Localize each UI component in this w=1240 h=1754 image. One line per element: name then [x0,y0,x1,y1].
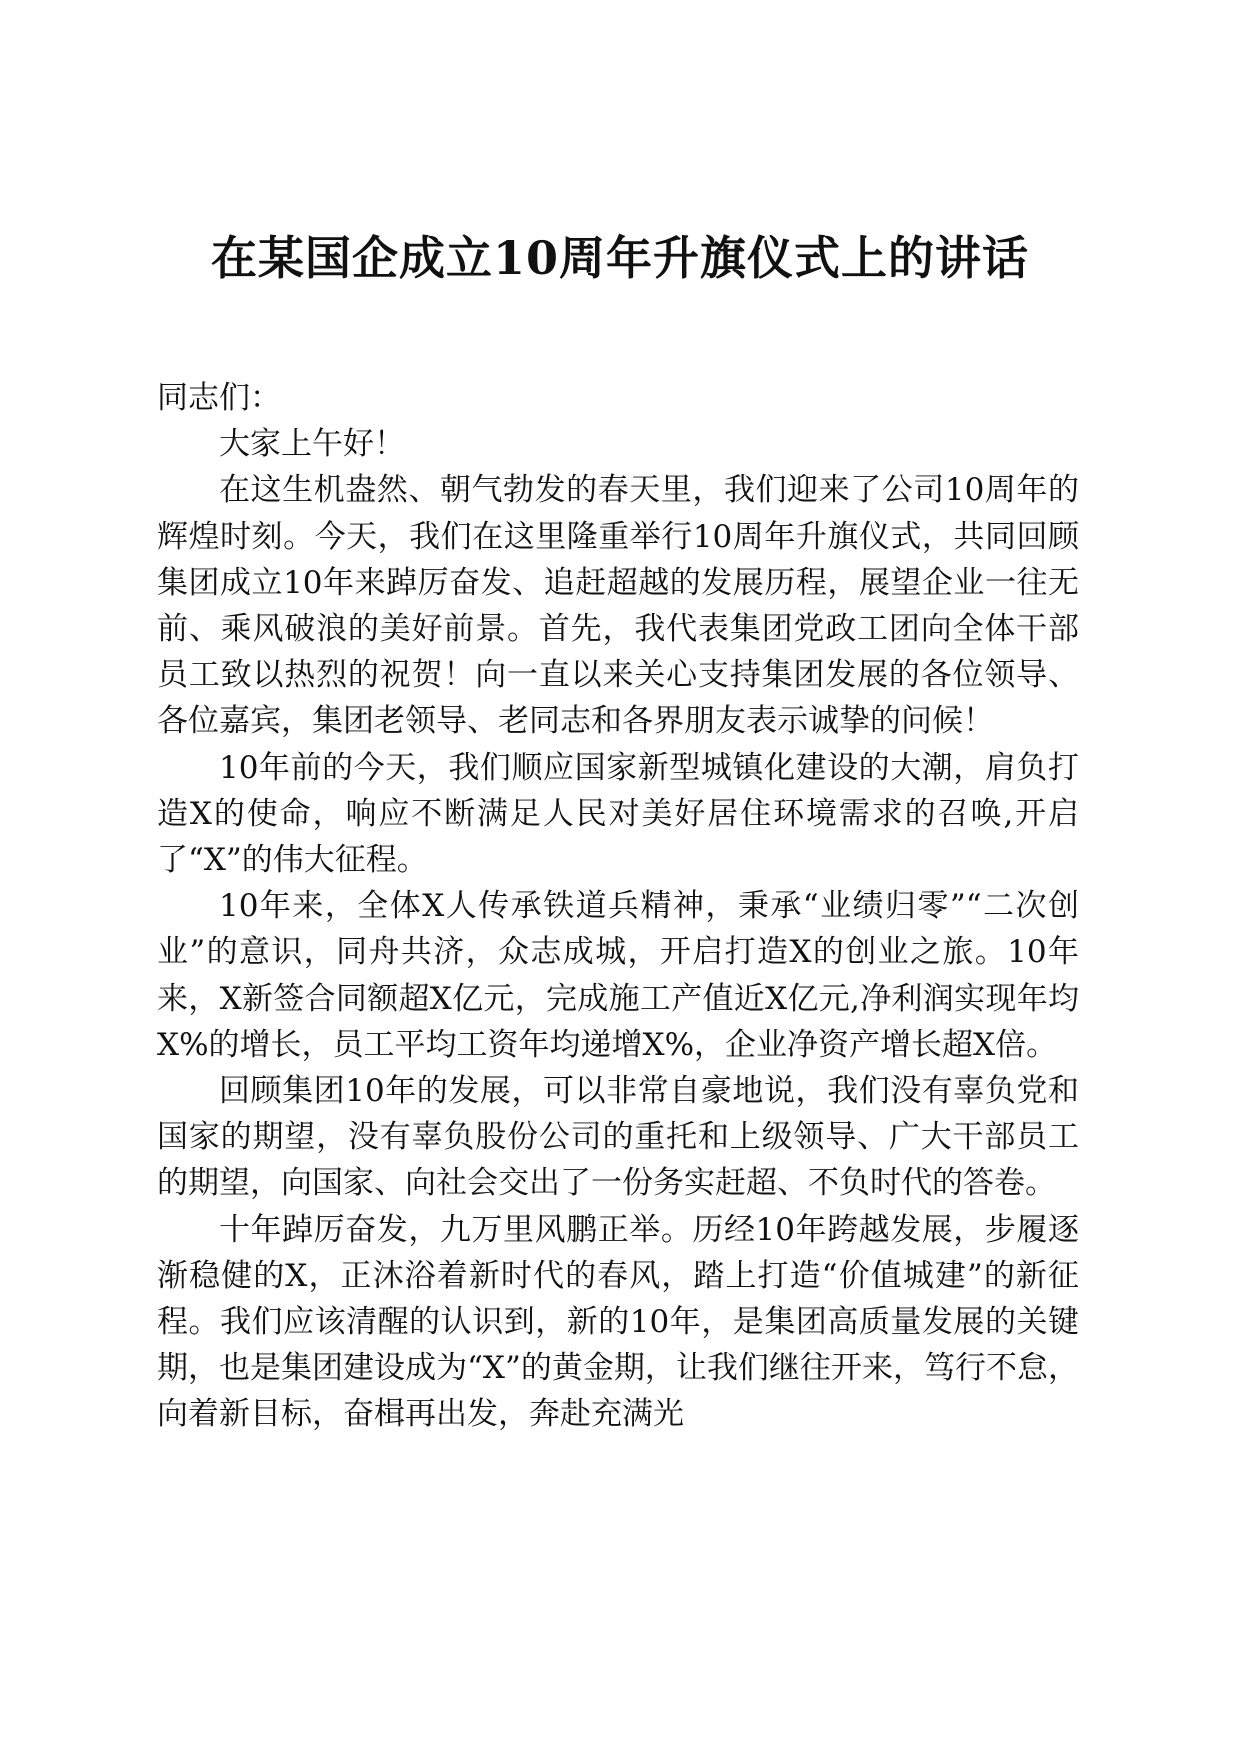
document-body [157,375,1079,1438]
salutation: 同志们： [157,380,281,416]
paragraph-achievements: 10年来，全体X人传承铁道兵精神，秉承“业绩归零”“二次创业”的意识，同舟共济，众志成城，开启打造X的创业之旅。10年来，X新签合同额超X亿元，完成施工产值近X亿元,净利润实现年均X%的增长，员工平均工资年均递增X%，企业净资产增长超X倍。 [157,888,1079,1063]
paragraph-founding: 10年前的今天，我们顺应国家新型城镇化建设的大潮，肩负打造X的使命，响应不断满足人民对美好居住环境需求的召唤,开启了“X”的伟大征程。 [157,749,1079,879]
paragraph-opening: 在这生机盎然、朝气勃发的春天里，我们迎来了公司10周年的辉煌时刻。今天，我们在这里隆重举行10周年升旗仪式，共同回顾集团成立10年来踔厉奋发、追赶超越的发展历程，展望企业一往无前、乘风破浪的美好前景。首先，我代表集团党政工团向全体干部员工致以热烈的祝贺！向一直以来关心支持集团发展的各位领导、各位嘉宾，集团老领导、老同志和各界朋友表示诚挚的问候！ [157,472,1079,740]
document-title: 在某国企成立10周年升旗仪式上的讲话 [210,231,1029,285]
paragraph-review: 回顾集团10年的发展，可以非常自豪地说，我们没有辜负党和国家的期望，没有辜负股份公司的重托和上级领导、广大干部员工的期望，向国家、向社会交出了一份务实赶超、不负时代的答卷。 [157,1073,1079,1202]
paragraph-greeting: 大家上午好！ [219,426,405,463]
paragraph-outlook: 十年踔厉奋发，九万里风鹏正举。历经10年跨越发展，步履逐渐稳健的X，正沐浴着新时代的春风，踏上打造“价值城建”的新征程。我们应该清醒的认识到，新的10年，是集团高质量发展的关键期，也是集团建设成为“X”的黄金期，让我们继往开来，笃行不怠，向着新目标，奋楫再出发，奔赴充满光 [157,1211,1079,1433]
